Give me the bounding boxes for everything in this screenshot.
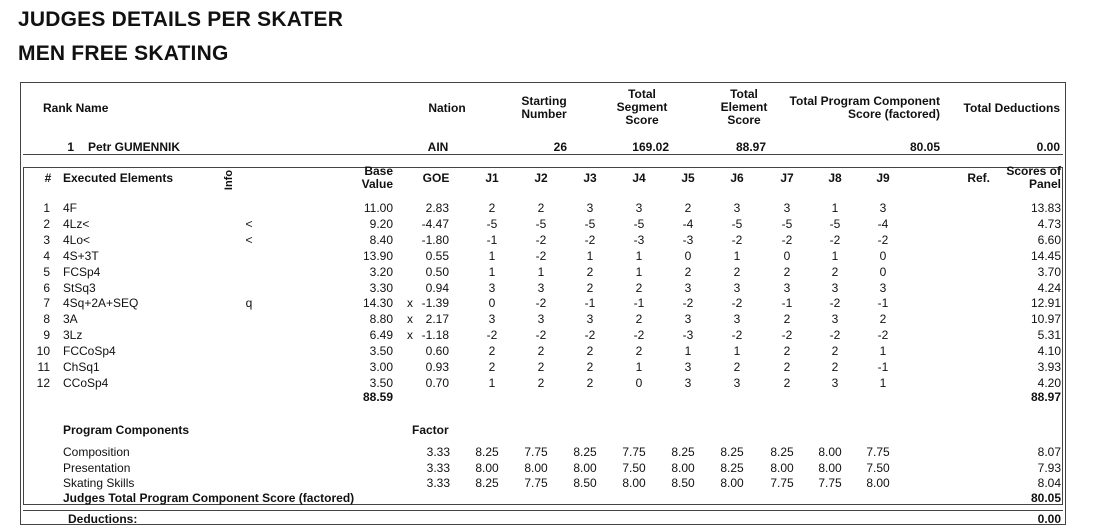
element-name: 4Lz< [63, 217, 90, 231]
element-judge-score: -2 [584, 328, 596, 342]
element-panel-score: 4.24 [1037, 281, 1061, 295]
judges-total-value: 80.05 [1030, 491, 1061, 505]
element-judge-score: -1 [584, 296, 596, 310]
element-judge-score: 1 [684, 344, 692, 358]
element-name: CCoSp4 [63, 376, 109, 390]
judge-header-2: J2 [534, 171, 548, 185]
element-base-value: 14.30 [362, 296, 393, 310]
element-goe: 0.94 [425, 281, 449, 295]
element-judge-score: 2 [783, 360, 791, 374]
component-judge-score: 8.25 [770, 445, 794, 459]
elements-num-header: # [44, 171, 52, 185]
element-judge-score: -5 [584, 217, 596, 231]
factor-header: Factor [412, 423, 449, 437]
element-base-value: 13.90 [362, 249, 393, 263]
element-goe: 0.70 [425, 376, 449, 390]
element-judge-score: 2 [635, 281, 643, 295]
element-name: 3Lz [63, 328, 83, 342]
element-judge-score: -1 [877, 360, 889, 374]
element-number: 3 [43, 233, 50, 247]
element-judge-score: 1 [635, 265, 643, 279]
component-judge-score: 7.75 [622, 445, 646, 459]
element-judge-score: 3 [831, 281, 839, 295]
component-factor: 3.33 [426, 476, 450, 490]
element-judge-score: -2 [829, 233, 841, 247]
element-judge-score: 2 [488, 360, 496, 374]
element-judge-score: 2 [783, 344, 791, 358]
element-judge-score: 2 [586, 344, 594, 358]
component-judge-score: 7.75 [524, 476, 548, 490]
element-panel-score: 5.31 [1037, 328, 1061, 342]
element-goe: 0.93 [425, 360, 449, 374]
element-judge-score: 2 [586, 265, 594, 279]
element-judge-score: 3 [831, 376, 839, 390]
element-judge-score: 2 [586, 376, 594, 390]
scores-of-panel-header: Scores of Panel [1006, 164, 1061, 191]
element-judge-score: -5 [781, 217, 793, 231]
element-judge-score: 3 [783, 201, 791, 215]
element-base-value: 3.00 [369, 360, 393, 374]
element-judge-score: 3 [879, 281, 887, 295]
element-judge-score: 2 [488, 344, 496, 358]
element-judge-score: 0 [783, 249, 791, 263]
element-goe: 0.55 [425, 249, 449, 263]
element-judge-score: 2 [537, 344, 545, 358]
element-number: 12 [36, 376, 50, 390]
element-judge-score: 1 [879, 344, 887, 358]
element-number: 4 [43, 249, 50, 263]
element-judge-score: 3 [733, 201, 741, 215]
component-judge-score: 8.25 [671, 445, 695, 459]
element-judge-score: 3 [733, 281, 741, 295]
component-judge-score: 8.00 [475, 460, 499, 475]
element-panel-score: 4.20 [1037, 376, 1061, 390]
element-number: 8 [43, 312, 50, 326]
element-judge-score: -2 [682, 296, 694, 310]
element-base-value: 3.50 [369, 344, 393, 358]
component-judge-score: 8.00 [720, 476, 744, 490]
skater-rank: 1 [67, 140, 74, 154]
element-judge-score: -2 [584, 233, 596, 247]
element-name: 4S+3T [63, 249, 99, 263]
component-judge-score: 8.50 [671, 476, 695, 490]
element-judge-score: 2 [684, 265, 692, 279]
component-judge-score: 7.50 [622, 460, 646, 475]
element-goe: -1.80 [421, 233, 449, 247]
element-judge-score: 2 [635, 312, 643, 326]
rank-name-header: Rank Name [43, 101, 109, 115]
element-judge-score: -2 [535, 328, 547, 342]
element-judge-score: 0 [488, 296, 496, 310]
element-number: 6 [43, 281, 50, 295]
element-panel-score: 3.93 [1037, 360, 1061, 374]
element-judge-score: 2 [831, 344, 839, 358]
element-judge-score: 2 [586, 360, 594, 374]
element-judge-score: -2 [829, 296, 841, 310]
total-segment-score-header: Total Segment Score [616, 87, 668, 127]
component-factor: 3.33 [426, 460, 450, 475]
component-judge-score: 8.00 [671, 460, 695, 475]
element-name: 4F [63, 201, 78, 215]
total-pcs-header: Total Program Component Score (factored) [789, 94, 940, 121]
judge-header-7: J7 [780, 171, 794, 185]
component-judge-score: 8.25 [475, 445, 499, 459]
element-judge-score: 3 [537, 312, 545, 326]
skater-total-pcs: 80.05 [909, 140, 940, 154]
element-number: 10 [36, 344, 50, 358]
deductions-label: Deductions: [68, 512, 138, 526]
element-judge-score: 3 [537, 281, 545, 295]
component-judge-score: 7.75 [524, 445, 548, 459]
element-judge-score: -2 [633, 328, 645, 342]
element-judge-score: 2 [537, 360, 545, 374]
component-factor: 3.33 [426, 445, 450, 459]
element-number: 5 [43, 265, 50, 279]
header-divider [23, 154, 1063, 155]
element-panel-score: 4.10 [1037, 344, 1061, 358]
component-panel-score: 8.07 [1037, 445, 1061, 459]
element-goe: 2.17 [425, 312, 449, 326]
element-name: FCCoSp4 [63, 344, 116, 358]
element-name: 4Lo< [63, 233, 91, 247]
element-judge-score: 2 [831, 360, 839, 374]
element-judge-score: -2 [486, 328, 498, 342]
element-panel-score: 10.97 [1030, 312, 1061, 326]
info-column-header: Info [223, 169, 235, 191]
element-judge-score: 2 [586, 281, 594, 295]
element-bonus-marker: x [407, 328, 413, 342]
element-judge-score: -1 [633, 296, 645, 310]
element-judge-score: 0 [879, 249, 887, 263]
skater-total-deductions: 0.00 [1036, 140, 1060, 154]
element-goe: -1.18 [421, 328, 449, 342]
judge-header-6: J6 [730, 171, 744, 185]
component-judge-score: 8.25 [720, 445, 744, 459]
element-number: 2 [43, 217, 50, 231]
element-info: < [245, 217, 253, 231]
element-judge-score: 1 [635, 360, 643, 374]
component-judge-score: 7.75 [818, 476, 842, 490]
skater-total-element-score: 88.97 [735, 140, 766, 154]
element-bonus-marker: x [407, 312, 413, 326]
element-judge-score: 2 [783, 265, 791, 279]
element-name: 3A [63, 312, 78, 326]
element-judge-score: -5 [633, 217, 645, 231]
page-title: JUDGES DETAILS PER SKATER [18, 8, 344, 31]
component-judge-score: 8.25 [720, 460, 744, 475]
element-judge-score: 3 [684, 360, 692, 374]
element-panel-score: 14.45 [1030, 249, 1061, 263]
element-judge-score: 1 [537, 265, 545, 279]
element-judge-score: 3 [635, 201, 643, 215]
element-judge-score: -3 [682, 233, 694, 247]
goe-header: GOE [422, 171, 450, 185]
element-number: 9 [43, 328, 50, 342]
element-judge-score: -4 [682, 217, 694, 231]
element-judge-score: 3 [488, 312, 496, 326]
element-name: FCSp4 [63, 265, 101, 279]
element-judge-score: 1 [879, 376, 887, 390]
skater-nation: AIN [427, 140, 449, 154]
element-judge-score: -2 [781, 233, 793, 247]
element-goe: -4.47 [421, 217, 449, 231]
component-judge-score: 7.75 [770, 476, 794, 490]
element-judge-score: 1 [488, 265, 496, 279]
element-number: 7 [43, 296, 50, 310]
skater-total-segment-score: 169.02 [632, 140, 669, 154]
element-panel-score: 6.60 [1037, 233, 1061, 247]
element-panel-score: 3.70 [1037, 265, 1061, 279]
judges-total-label: Judges Total Program Component Score (factored) [63, 491, 355, 505]
element-judge-score: -5 [829, 217, 841, 231]
element-base-value: 8.80 [369, 312, 393, 326]
nation-header: Nation [428, 101, 466, 115]
element-judge-score: -5 [486, 217, 498, 231]
base-value-header: Base Value [361, 164, 393, 191]
base-value-total: 88.59 [362, 390, 393, 404]
element-base-value: 6.49 [369, 328, 393, 342]
element-name: StSq3 [63, 281, 96, 295]
element-goe: 0.60 [425, 344, 449, 358]
component-judge-score: 7.75 [866, 445, 890, 459]
element-judge-score: 3 [831, 312, 839, 326]
component-judge-score: 8.00 [866, 476, 890, 490]
elements-name-header: Executed Elements [63, 171, 174, 185]
element-judge-score: -1 [781, 296, 793, 310]
component-panel-score: 7.93 [1037, 460, 1061, 475]
program-components-header: Program Components [63, 423, 190, 437]
element-judge-score: 2 [537, 376, 545, 390]
element-judge-score: 1 [733, 249, 741, 263]
component-judge-score: 8.00 [573, 460, 597, 475]
element-judge-score: 1 [488, 249, 496, 263]
element-judge-score: 0 [684, 249, 692, 263]
element-judge-score: -1 [486, 233, 498, 247]
deductions-divider [23, 510, 1063, 511]
element-judge-score: -2 [535, 296, 547, 310]
element-judge-score: -2 [731, 328, 743, 342]
component-judge-score: 8.00 [818, 445, 842, 459]
element-judge-score: 2 [783, 376, 791, 390]
element-judge-score: 1 [635, 249, 643, 263]
element-judge-score: -2 [535, 233, 547, 247]
component-name: Skating Skills [63, 476, 135, 490]
judge-header-3: J3 [583, 171, 597, 185]
element-judge-score: 2 [879, 312, 887, 326]
component-judge-score: 8.25 [475, 476, 499, 490]
element-base-value: 8.40 [369, 233, 393, 247]
deductions-value: 0.00 [1037, 512, 1061, 526]
element-judge-score: 1 [831, 249, 839, 263]
element-judge-score: -5 [731, 217, 743, 231]
element-judge-score: -3 [633, 233, 645, 247]
element-judge-score: -2 [877, 328, 889, 342]
element-judge-score: 3 [733, 312, 741, 326]
element-info: < [245, 233, 253, 247]
element-judge-score: 1 [831, 201, 839, 215]
element-name: ChSq1 [63, 360, 100, 374]
element-name: 4Sq+2A+SEQ [63, 296, 139, 310]
element-judge-score: 3 [488, 281, 496, 295]
component-name: Presentation [63, 460, 131, 475]
element-judge-score: 3 [684, 376, 692, 390]
element-judge-score: 2 [733, 265, 741, 279]
element-judge-score: -3 [682, 328, 694, 342]
element-judge-score: -2 [877, 233, 889, 247]
ref-header: Ref. [967, 171, 990, 185]
element-judge-score: 3 [783, 281, 791, 295]
element-panel-score: 4.73 [1037, 217, 1061, 231]
page-subtitle: MEN FREE SKATING [18, 42, 229, 65]
element-judge-score: 1 [586, 249, 594, 263]
total-deductions-header: Total Deductions [963, 101, 1060, 115]
element-number: 1 [43, 201, 50, 215]
element-judge-score: 2 [537, 201, 545, 215]
panel-score-total: 88.97 [1030, 390, 1061, 404]
element-judge-score: 3 [586, 312, 594, 326]
element-goe: 0.50 [425, 265, 449, 279]
element-judge-score: 3 [684, 312, 692, 326]
element-judge-score: -2 [731, 233, 743, 247]
element-judge-score: 3 [586, 201, 594, 215]
element-judge-score: -2 [781, 328, 793, 342]
element-base-value: 3.50 [369, 376, 393, 390]
judge-header-5: J5 [681, 171, 695, 185]
element-panel-score: 13.83 [1030, 201, 1061, 215]
element-judge-score: 3 [684, 281, 692, 295]
element-judge-score: 3 [879, 201, 887, 215]
element-judge-score: 1 [488, 376, 496, 390]
skater-starting-number: 26 [553, 140, 567, 154]
judge-header-4: J4 [632, 171, 646, 185]
judge-header-8: J8 [828, 171, 842, 185]
element-judge-score: -4 [877, 217, 889, 231]
element-number: 11 [37, 360, 50, 374]
element-panel-score: 12.91 [1030, 296, 1061, 310]
element-judge-score: 2 [488, 201, 496, 215]
component-name: Composition [63, 445, 130, 459]
element-judge-score: 1 [733, 344, 741, 358]
component-judge-score: 8.00 [524, 460, 548, 475]
element-goe: 2.83 [425, 201, 449, 215]
element-judge-score: 0 [879, 265, 887, 279]
element-base-value: 11.00 [363, 201, 393, 215]
judge-header-9: J9 [876, 171, 890, 185]
element-base-value: 3.30 [369, 281, 393, 295]
element-judge-score: 2 [831, 265, 839, 279]
element-info: q [245, 296, 253, 310]
element-judge-score: 2 [684, 201, 692, 215]
element-judge-score: -1 [877, 296, 889, 310]
element-bonus-marker: x [407, 296, 413, 310]
element-judge-score: 2 [733, 360, 741, 374]
component-judge-score: 8.00 [622, 476, 646, 490]
element-judge-score: -2 [535, 249, 547, 263]
element-judge-score: 2 [783, 312, 791, 326]
component-judge-score: 8.00 [770, 460, 794, 475]
skater-name: Petr GUMENNIK [88, 140, 181, 154]
element-goe: -1.39 [421, 296, 449, 310]
element-judge-score: 2 [635, 344, 643, 358]
component-judge-score: 8.00 [818, 460, 842, 475]
starting-number-header: Starting Number [521, 94, 567, 121]
element-judge-score: -2 [829, 328, 841, 342]
component-judge-score: 7.50 [866, 460, 890, 475]
element-judge-score: 0 [635, 376, 643, 390]
element-base-value: 9.20 [369, 217, 393, 231]
element-judge-score: 3 [733, 376, 741, 390]
element-judge-score: -5 [535, 217, 547, 231]
component-judge-score: 8.25 [573, 445, 597, 459]
component-panel-score: 8.04 [1037, 476, 1061, 490]
element-base-value: 3.20 [369, 265, 393, 279]
judge-header-1: J1 [485, 171, 499, 185]
element-judge-score: -2 [731, 296, 743, 310]
total-element-score-header: Total Element Score [720, 87, 768, 127]
component-judge-score: 8.50 [573, 476, 597, 490]
